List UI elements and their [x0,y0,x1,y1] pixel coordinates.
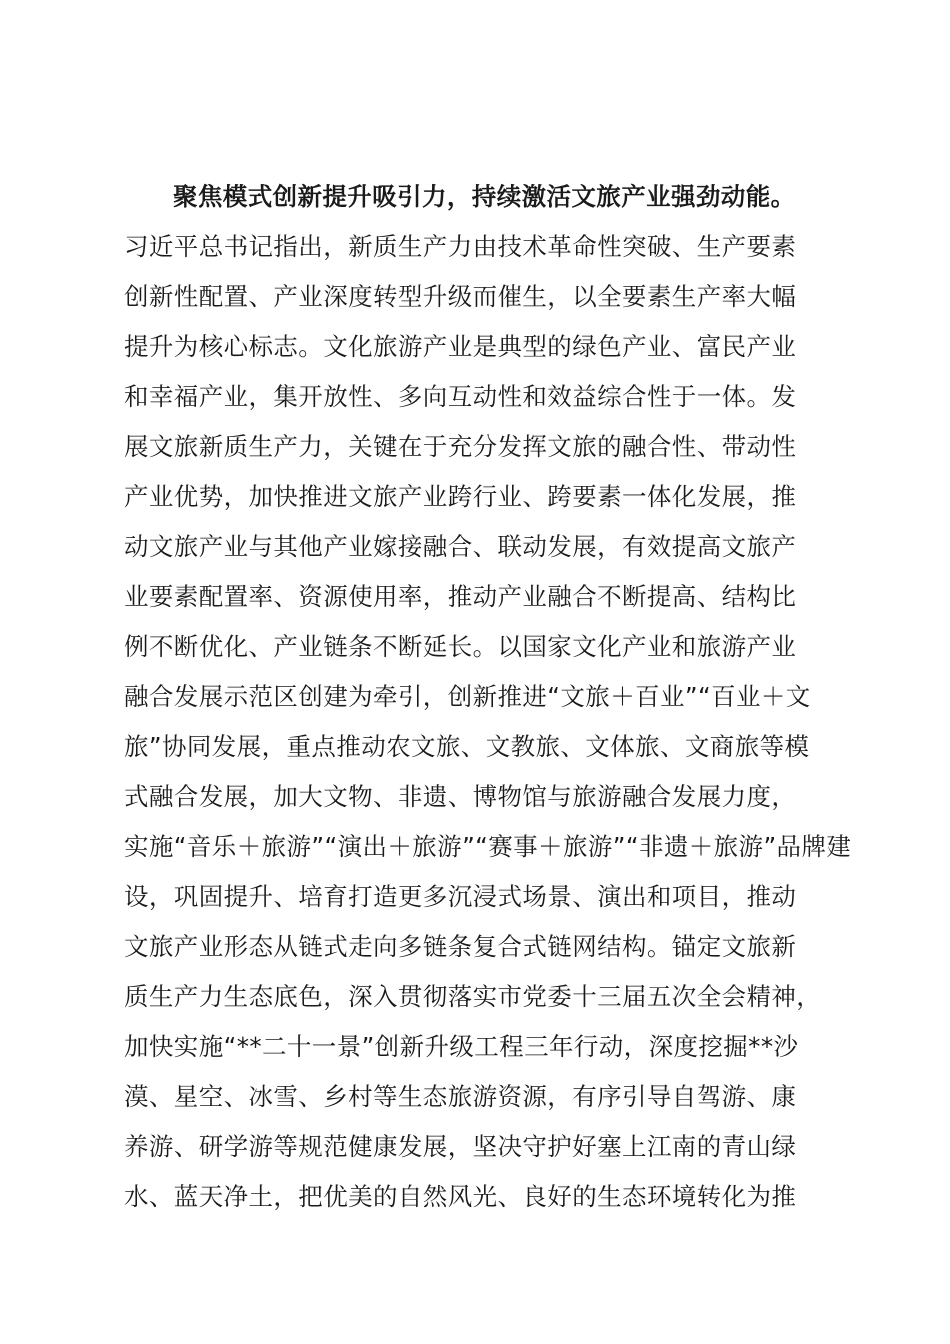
text-line: 质生产力生态底色，深入贯彻落实市党委十三届五次全会精神， [124,982,822,1011]
text-line: 例不断优化、产业链条不断延长。以国家文化产业和旅游产业 [124,632,797,661]
text-line: 展文旅新质生产力，关键在于充分发挥文旅的融合性、带动性 [124,432,797,461]
text-line: 加快实施“**二十一景”创新升级工程三年行动，深度挖掘**沙 [124,1032,799,1061]
paragraph-heading: 聚焦模式创新提升吸引力，持续激活文旅产业强劲动能。 [173,182,796,211]
text-line: 融合发展示范区创建为牵引，创新推进“文旅＋百业”“百业＋文 [124,682,811,711]
text-line: 文旅产业形态从链式走向多链条复合式链网结构。锚定文旅新 [124,932,797,961]
text-line: 产业优势，加快推进文旅产业跨行业、跨要素一体化发展，推 [124,482,797,511]
text-line: 业要素配置率、资源使用率，推动产业融合不断提高、结构比 [124,582,797,611]
text-line: 和幸福产业，集开放性、多向互动性和效益综合性于一体。发 [124,382,797,411]
text-line: 实施“音乐＋旅游”“演出＋旅游”“赛事＋旅游”“非遗＋旅游”品牌建 [124,832,852,861]
text-line: 养游、研学游等规范健康发展，坚决守护好塞上江南的青山绿 [124,1132,797,1161]
text-line: 设，巩固提升、培育打造更多沉浸式场景、演出和项目，推动 [124,882,797,911]
text-line: 习近平总书记指出，新质生产力由技术革命性突破、生产要素 [124,232,797,261]
text-line: 漠、星空、冰雪、乡村等生态旅游资源，有序引导自驾游、康 [124,1082,797,1111]
text-line: 创新性配置、产业深度转型升级而催生，以全要素生产率大幅 [124,282,797,311]
text-line: 水、蓝天净土，把优美的自然风光、良好的生态环境转化为推 [124,1182,797,1211]
text-line: 式融合发展，加大文物、非遗、博物馆与旅游融合发展力度， [124,782,797,811]
text-line: 提升为核心标志。文化旅游产业是典型的绿色产业、富民产业 [124,332,797,361]
text-line: 旅”协同发展，重点推动农文旅、文教旅、文体旅、文商旅等模 [124,732,810,761]
text-line: 动文旅产业与其他产业嫁接融合、联动发展，有效提高文旅产 [124,532,797,561]
